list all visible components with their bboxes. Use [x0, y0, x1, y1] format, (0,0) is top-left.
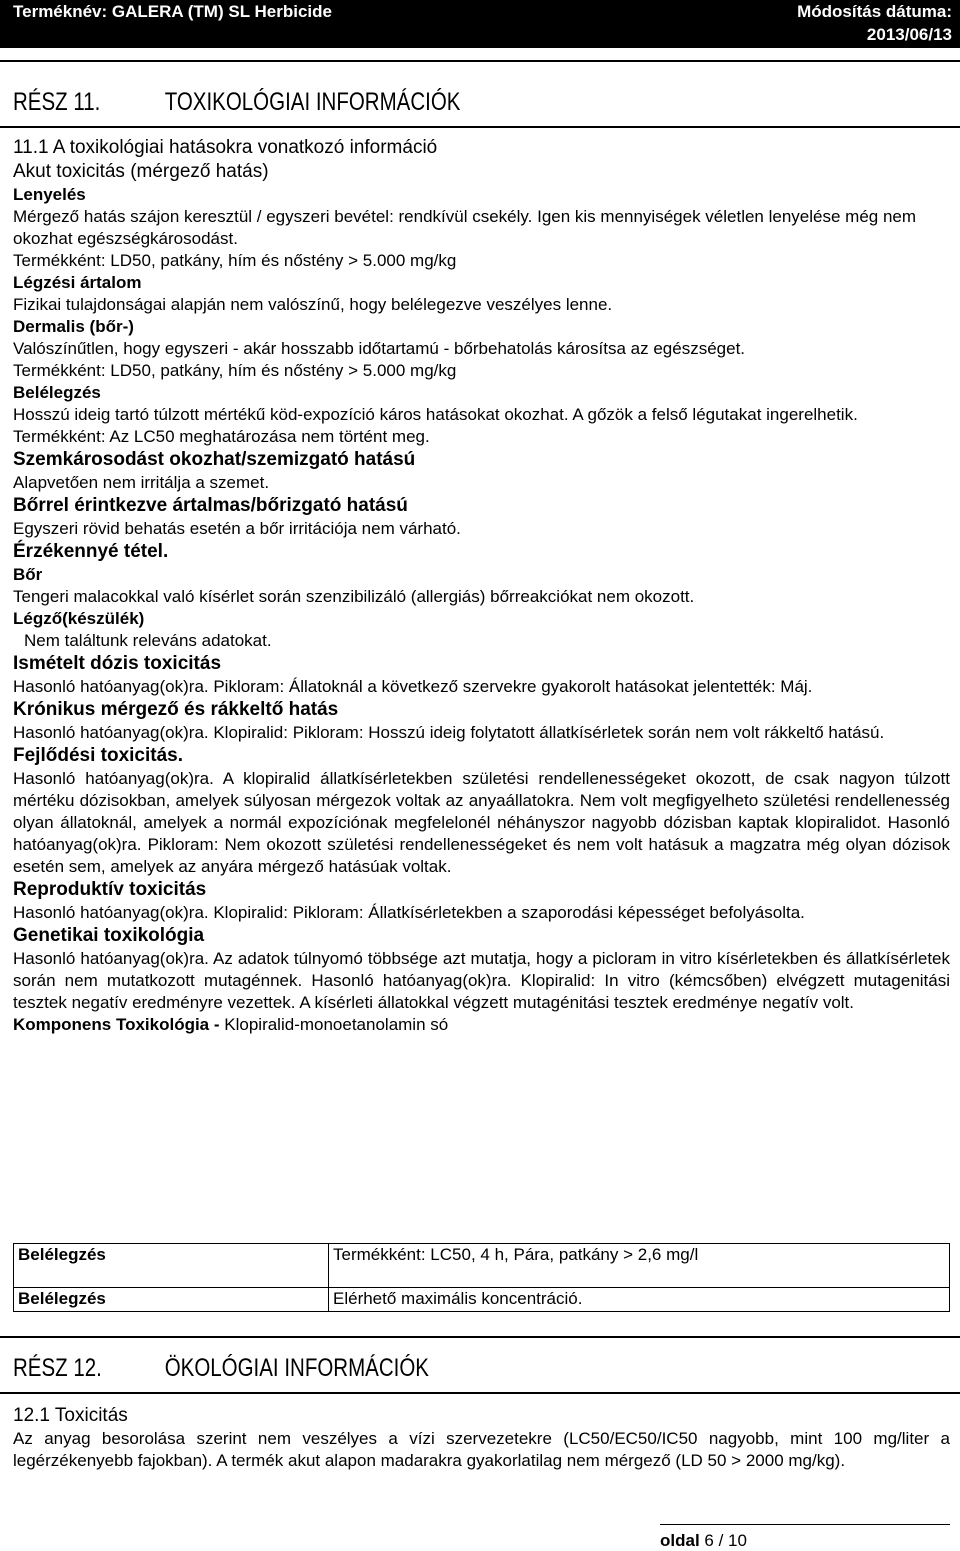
sensitization-skin-heading: Bőr — [13, 565, 43, 584]
table-cell-value: Elérhető maximális koncentráció. — [329, 1288, 950, 1312]
skin-heading: Bőrrel érintkezve ártalmas/bőrizgató hatású — [13, 495, 408, 516]
section-12-heading — [13, 1354, 429, 1383]
sensitization-skin-text: Tengeri malacokkal való kísérlet során szenzibilizáló (allergiás) bőrreakciókat nem okozott. — [13, 587, 695, 606]
toxicity-text: Az anyag besorolása szerint nem veszélyes a vízi szervezetekre (LC50/EC50/IC50 nagyobb, mint 100 mg/liter a legérzékenyebb fajokban). A termék akut alapon madarakra gyakorlatilag nem mérgező (LD 50 > 2000 mg/kg). — [13, 1429, 950, 1470]
dermal-ld50: Termékként: LD50, patkány, hím és nőstény > 5.000 mg/kg — [13, 361, 457, 380]
eye-heading: Szemkárosodást okozhat/szemizgató hatású — [13, 449, 416, 470]
inhalation-text: Hosszú ideig tartó túlzott mértékű köd-expozíció káros hatásokat okozhat. A gőzök a felső légutakat ingerelhetik. — [13, 405, 858, 424]
section-number: RÉSZ 11. — [13, 88, 101, 116]
section-divider — [0, 126, 960, 128]
table-cell-route: Belélegzés — [14, 1244, 329, 1288]
inhalation-heading: Belélegzés — [13, 383, 101, 402]
chronic-heading: Krónikus mérgező és rákkeltő hatás — [13, 699, 339, 720]
chronic-text: Hasonló hatóanyag(ok)ra. Klopiralid: Pikloram: Hosszú ideig folytatott állatkísérletek során nem volt rákkeltő hatású. — [13, 723, 885, 742]
page-header — [0, 0, 960, 48]
section-12-body — [13, 1404, 950, 1472]
section-number: RÉSZ 12. — [13, 1354, 102, 1382]
acute-title: Akut toxicitás (mérgező hatás) — [13, 161, 269, 182]
ingestion-ld50: Termékként: LD50, patkány, hím és nőstény > 5.000 mg/kg — [13, 251, 457, 270]
section-divider — [0, 1392, 960, 1394]
revision-label: Módosítás dátuma: — [797, 2, 952, 21]
section-11-body — [13, 136, 950, 1036]
skin-text: Egyszeri rövid behatás esetén a bőr irritációja nem várható. — [13, 519, 461, 538]
component-toxicology — [13, 1014, 950, 1036]
reproductive-heading: Reproduktív toxicitás — [13, 879, 207, 900]
table-cell-value: Termékként: LC50, 4 h, Pára, patkány > 2,6 mg/l — [329, 1244, 950, 1288]
section-11-heading — [13, 88, 460, 117]
developmental-heading: Fejlődési toxicitás. — [13, 745, 183, 766]
table-cell-route: Belélegzés — [14, 1288, 329, 1312]
table-row — [14, 1244, 950, 1288]
section-divider — [0, 60, 960, 62]
page-number: 6 / 10 — [704, 1531, 747, 1550]
genetic-text: Hasonló hatóanyag(ok)ra. Az adatok túlnyomó többsége azt mutatja, hogy a picloram in vitro kísérletekben és állatkísérletek során nem mutatkozott mutagénnek. Hasonló hatóanyag(ok)ra. Klopiralid: In vitro (kémcsőben) elvégzett mutagenitási tesztek negatív eredményre vezettek. A kísérleti állatokkal végzett mutagénitási tesztek eredménye negatív volt. — [13, 949, 950, 1012]
developmental-text: Hasonló hatóanyag(ok)ra. A klopiralid állatkísérletekben születési rendellenességeket okozott, de csak nagyon túlzott mértéku dózisokban, amelyek súlyosan mérgezok voltak az anyaállatokra. Nem volt megfigyelheto születési rendellenesség olyan állatoknál, amelyek a normál expozíciónak megfelelonél néhányszor nagyobb dózisban kaptak klopiralidot. Hasonló hatóanyag(ok)ra. Pikloram: Nem okozott születési rendellenességeket és nem volt hatásuk a magzatra még olyan dózisok esetén sem, amelyek az anyára mérgező hatásúak voltak. — [13, 769, 950, 876]
inhalation-lc50: Termékként: Az LC50 meghatározása nem történt meg. — [13, 427, 430, 446]
section-title: ÖKOLÓGIAI INFORMÁCIÓK — [164, 1354, 429, 1382]
dermal-heading: Dermalis (bőr-) — [13, 317, 134, 336]
repeat-dose-text: Hasonló hatóanyag(ok)ra. Pikloram: Állatoknál a következő szervekre gyakorolt hatásokat jelentették: Máj. — [13, 677, 813, 696]
section-divider — [0, 1336, 960, 1338]
ingestion-text: Mérgező hatás szájon keresztül / egyszeri bevétel: rendkívül csekély. Igen kis mennyiségek véletlen lenyelése még nem okozhat egészségkárosodást. — [13, 207, 917, 248]
genetic-heading: Genetikai toxikológia — [13, 925, 205, 946]
dermal-text: Valószínűtlen, hogy egyszeri - akár hosszabb időtartamú - bőrbehatolás károsítsa az egészséget. — [13, 339, 746, 358]
eye-text: Alapvetően nem irritálja a szemet. — [13, 473, 270, 492]
ingestion-heading: Lenyelés — [13, 185, 86, 204]
product-name: Terméknév: GALERA (TM) SL Herbicide — [13, 2, 332, 21]
section-title: TOXIKOLÓGIAI INFORMÁCIÓK — [164, 88, 461, 116]
component-label: Komponens Toxikológia - — [13, 1015, 220, 1034]
subsection-title: 11.1 A toxikológiai hatásokra vonatkozó információ — [13, 137, 438, 158]
component-toxicology-table — [13, 1243, 950, 1312]
component-name: Klopiralid-monoetanolamin só — [224, 1015, 449, 1034]
aspiration-heading: Légzési ártalom — [13, 273, 142, 292]
sensitization-resp-text: Nem találtunk releváns adatokat. — [24, 631, 272, 650]
repeat-dose-heading: Ismételt dózis toxicitás — [13, 653, 222, 674]
page-label: oldal — [660, 1531, 700, 1550]
footer-rule — [660, 1524, 950, 1525]
table-row — [14, 1288, 950, 1312]
page-footer — [660, 1531, 747, 1551]
aspiration-text: Fizikai tulajdonságai alapján nem valószínű, hogy belélegezve veszélyes lenne. — [13, 295, 613, 314]
sensitization-resp-heading: Légző(készülék) — [13, 609, 145, 628]
revision-date: 2013/06/13 — [866, 25, 952, 44]
sensitization-heading: Érzékennyé tétel. — [13, 541, 169, 562]
reproductive-text: Hasonló hatóanyag(ok)ra. Klopiralid: Pikloram: Állatkísérletekben a szaporodási képességet befolyásolta. — [13, 903, 805, 922]
subsection-title: 12.1 Toxicitás — [13, 1405, 128, 1426]
